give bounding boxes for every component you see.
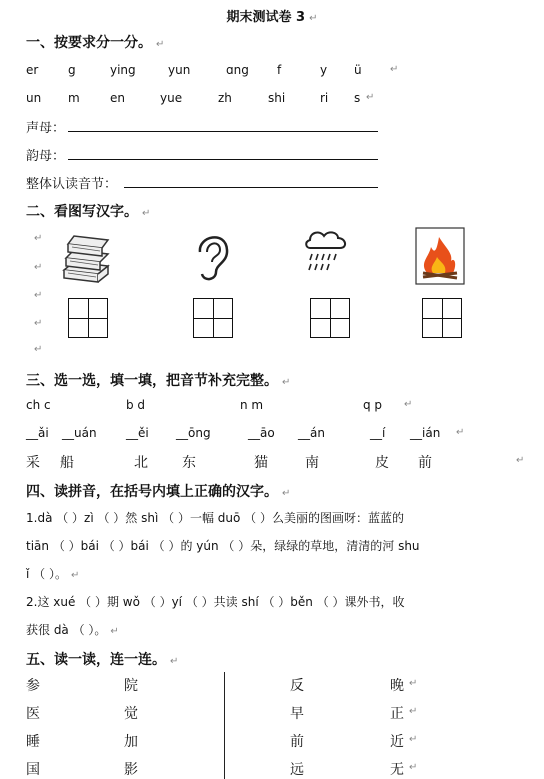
section-3-heading: 三、选一选，填一填，把音节补充完整。 ↵	[26, 373, 291, 389]
syllable-blank[interactable]: __ěi	[126, 426, 149, 440]
section-1-heading: 一、按要求分一分。 ↵	[26, 35, 165, 51]
rain-cloud-icon	[302, 228, 350, 278]
syllable-blank[interactable]: __án	[298, 426, 325, 440]
pinyin-item: y	[320, 63, 328, 77]
syllable-blank[interactable]: __ōng	[176, 426, 211, 440]
pinyin-item: ü	[354, 63, 362, 77]
syllable-blank[interactable]: __ǎi	[26, 426, 49, 440]
pinyin-item: er	[26, 63, 39, 77]
match-word[interactable]: 前	[290, 734, 304, 750]
pinyin-item: en	[110, 91, 125, 105]
hanzi-char: 猫	[254, 455, 268, 471]
match-word[interactable]: 正	[390, 706, 404, 722]
hanzi-char: 南	[305, 455, 319, 471]
match-word[interactable]: 参	[26, 678, 40, 694]
pinyin-item: zh	[218, 91, 232, 105]
syllable-blank[interactable]: __í	[370, 426, 386, 440]
hanzi-char: 船	[60, 455, 74, 471]
answer-line[interactable]	[68, 159, 378, 160]
syllable-blank[interactable]: __ián	[410, 426, 441, 440]
hanzi-char: 前	[418, 455, 432, 471]
syllable-blank[interactable]: __āo	[248, 426, 275, 440]
books-icon	[58, 230, 114, 284]
writing-box[interactable]	[422, 298, 462, 338]
match-word[interactable]: 晚	[390, 678, 404, 694]
match-word[interactable]: 睡	[26, 734, 40, 750]
writing-box[interactable]	[310, 298, 350, 338]
match-word[interactable]: 觉	[124, 706, 138, 722]
pinyin-item: yue	[160, 91, 183, 105]
match-word[interactable]: 加	[124, 734, 138, 750]
section-5-heading: 五、读一读，连一连。 ↵	[26, 652, 179, 668]
match-word[interactable]: 影	[124, 762, 138, 778]
pinyin-item: shi	[268, 91, 286, 105]
pinyin-item: m	[68, 91, 80, 105]
hanzi-char: 皮	[375, 455, 389, 471]
section-4-heading: 四、读拼音，在括号内填上正确的汉字。 ↵	[26, 484, 291, 500]
match-word[interactable]: 无	[390, 762, 404, 778]
writing-box[interactable]	[68, 298, 108, 338]
pinyin-item: yun	[168, 63, 191, 77]
hanzi-char: 北	[134, 455, 148, 471]
section-2-heading: 二、看图写汉字。 ↵	[26, 204, 151, 220]
pinyin-item: s	[354, 91, 361, 105]
match-word[interactable]: 远	[290, 762, 304, 778]
pinyin-item: ɑng	[226, 63, 249, 77]
pinyin-item: ying	[110, 63, 136, 77]
writing-box[interactable]	[193, 298, 233, 338]
fill-line: tiān （ ）bái （ ）bái （ ）的 yún （ ）朵，绿绿的草地，清清的河 shu	[26, 539, 420, 553]
match-word[interactable]: 早	[290, 706, 304, 722]
whole-syllables-label: 整体认读音节：	[26, 177, 118, 192]
answer-line[interactable]	[68, 131, 378, 132]
finals-label: 韵母：	[26, 149, 66, 164]
page-title: 期末测试卷 3 ↵	[226, 10, 318, 25]
fill-line: 2.这 xué （ ）期 wǒ （ ）yí （ ）共读 shí （ ）běn （ ）课外书，收	[26, 595, 405, 609]
hanzi-char: 采	[26, 455, 40, 471]
pinyin-item: un	[26, 91, 42, 105]
ear-icon	[192, 228, 232, 282]
choice-pair: q p	[363, 398, 383, 412]
pinyin-item: ri	[320, 91, 329, 105]
fire-icon	[415, 227, 465, 285]
hanzi-char: 东	[182, 455, 196, 471]
match-word[interactable]: 医	[26, 706, 40, 722]
match-word[interactable]: 近	[390, 734, 404, 750]
fill-line: 获很 dà （ ）。 ↵	[26, 623, 119, 637]
choice-pair: ch c	[26, 398, 51, 412]
match-word[interactable]: 国	[26, 762, 40, 778]
choice-pair: b d	[126, 398, 146, 412]
column-divider	[224, 672, 225, 779]
answer-line[interactable]	[124, 187, 378, 188]
fill-line: ǐ （ ）。 ↵	[26, 567, 80, 581]
choice-pair: n m	[240, 398, 264, 412]
match-word[interactable]: 院	[124, 678, 138, 694]
pinyin-item: g	[68, 63, 76, 77]
fill-line: 1.dà （ ）zì （ ）然 shì （ ）一幅 duō （ ）么美丽的图画呀：蓝蓝的	[26, 511, 404, 525]
pinyin-item: f	[277, 63, 282, 77]
initials-label: 声母：	[26, 121, 66, 136]
match-word[interactable]: 反	[290, 678, 304, 694]
syllable-blank[interactable]: __uán	[62, 426, 97, 440]
